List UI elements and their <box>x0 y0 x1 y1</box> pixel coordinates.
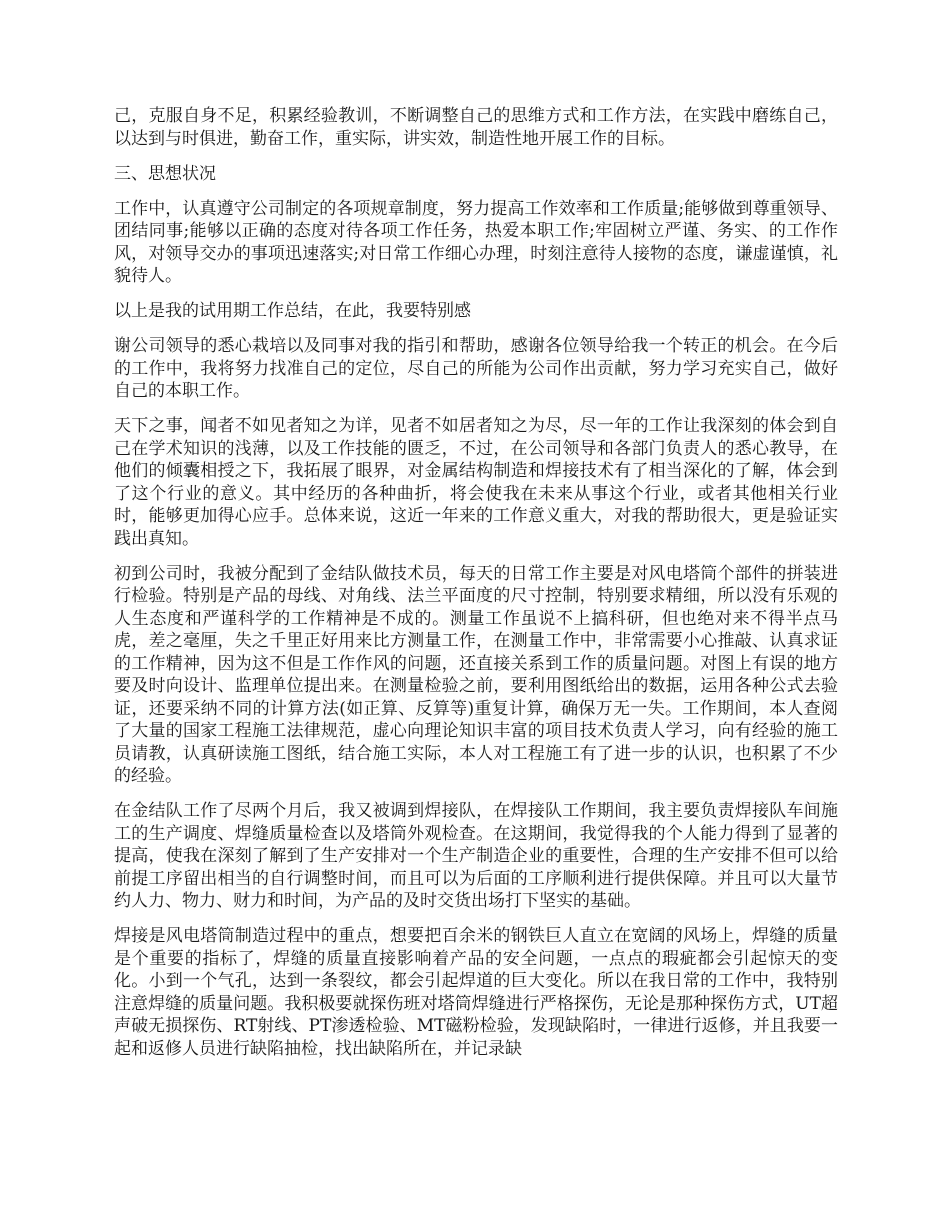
document-body <box>114 105 838 1073</box>
section-heading: 三、思想状况 <box>114 163 216 184</box>
paragraph: 己，克服自身不足，积累经验教训，不断调整自己的思维方式和工作方法，在实践中磨练自己，以达到与时俱进，勤奋工作，重实际，讲实效，制造性地开展工作的目标。 <box>114 106 838 149</box>
paragraph: 工作中，认真遵守公司制定的各项规章制度，努力提高工作效率和工作质量;能够做到尊重领导、团结同事;能够以正确的态度对待各项工作任务，热爱本职工作;牢固树立严谨、务实、的工作作风，对领导交办的事项迅速落实;对日常工作细心办理，时刻注意待人接物的态度，谦虚谨慎，礼貌待人。 <box>114 198 838 286</box>
paragraph: 谢公司领导的悉心栽培以及同事对我的指引和帮助，感谢各位领导给我一个转正的机会。在今后的工作中，我将努力找准自己的定位，尽自己的所能为公司作出贡献，努力学习充实自己，做好自己的本职工作。 <box>114 336 838 401</box>
paragraph: 焊接是风电塔筒制造过程中的重点，想要把百余米的钢铁巨人直立在宽阔的风场上，焊缝的质量是个重要的指标了，焊缝的质量直接影响着产品的安全问题，一点点的瑕疵都会引起惊天的变化。小到一个气孔，达到一条裂纹，都会引起焊道的巨大变化。所以在我日常的工作中，我特别注意焊缝的质量问题。我积极要就探伤班对塔筒焊缝进行严格探伤，无论是那种探伤方式，UT超声破无损探伤、RT射线、PT渗透检验、MT磁粉检验，发现缺陷时，一律进行返修，并且我要一起和返修人员进行缺陷抽检，找出缺陷所在，并记录缺 <box>114 926 838 1059</box>
paragraph: 以上是我的试用期工作总结，在此，我要特别感 <box>114 301 471 321</box>
paragraph: 在金结队工作了尽两个月后，我又被调到焊接队，在焊接队工作期间，我主要负责焊接队车间施工的生产调度、焊缝质量检查以及塔筒外观检查。在这期间，我觉得我的个人能力得到了显著的提高，使我在深刻了解到了生产安排对一个生产制造企业的重要性，合理的生产安排不但可以给前提工序留出相当的自行调整时间，而且可以为后面的工序顺利进行提供保障。并且可以大量节约人力、物力、财力和时间，为产品的及时交货出场打下坚实的基础。 <box>114 801 838 911</box>
paragraph: 天下之事，闻者不如见者知之为详，见者不如居者知之为尽，尽一年的工作让我深刻的体会到自己在学术知识的浅薄，以及工作技能的匮乏，不过，在公司领导和各部门负责人的悉心教导，在他们的倾囊相授之下，我拓展了眼界，对金属结构制造和焊接技术有了相当深化的了解，体会到了这个行业的意义。其中经历的各种曲折，将会使我在未来从事这个行业，或者其他相关行业时，能够更加得心应手。总体来说，这近一年来的工作意义重大，对我的帮助很大，更是验证实践出真知。 <box>114 416 838 549</box>
paragraph: 初到公司时，我被分配到了金结队做技术员，每天的日常工作主要是对风电塔筒个部件的拼装进行检验。特别是产品的母线、对角线、法兰平面度的尺寸控制，特别要求精细，所以没有乐观的人生态度和严谨科学的工作精神是不成的。测量工作虽说不上搞科研，但也绝对来不得半点马虎，差之毫厘，失之千里正好用来比方测量工作，在测量工作中，非常需要小心推敲、认真求证的工作精神，因为这不但是工作作风的问题，还直接关系到工作的质量问题。对图上有误的地方要及时向设计、监理单位提出来。在测量检验之前，要利用图纸给出的数据，运用各种公式去验证，还要采纳不同的计算方法(如正算、反算等)重复计算，确保万无一失。工作期间，本人查阅了大量的国家工程施工法律规范，虚心向理论知识丰富的项目技术负责人学习，向有经验的施工员请教，认真研读施工图纸，结合施工实际，本人对工程施工有了进一步的认识，也积累了不少的经验。 <box>114 563 838 786</box>
